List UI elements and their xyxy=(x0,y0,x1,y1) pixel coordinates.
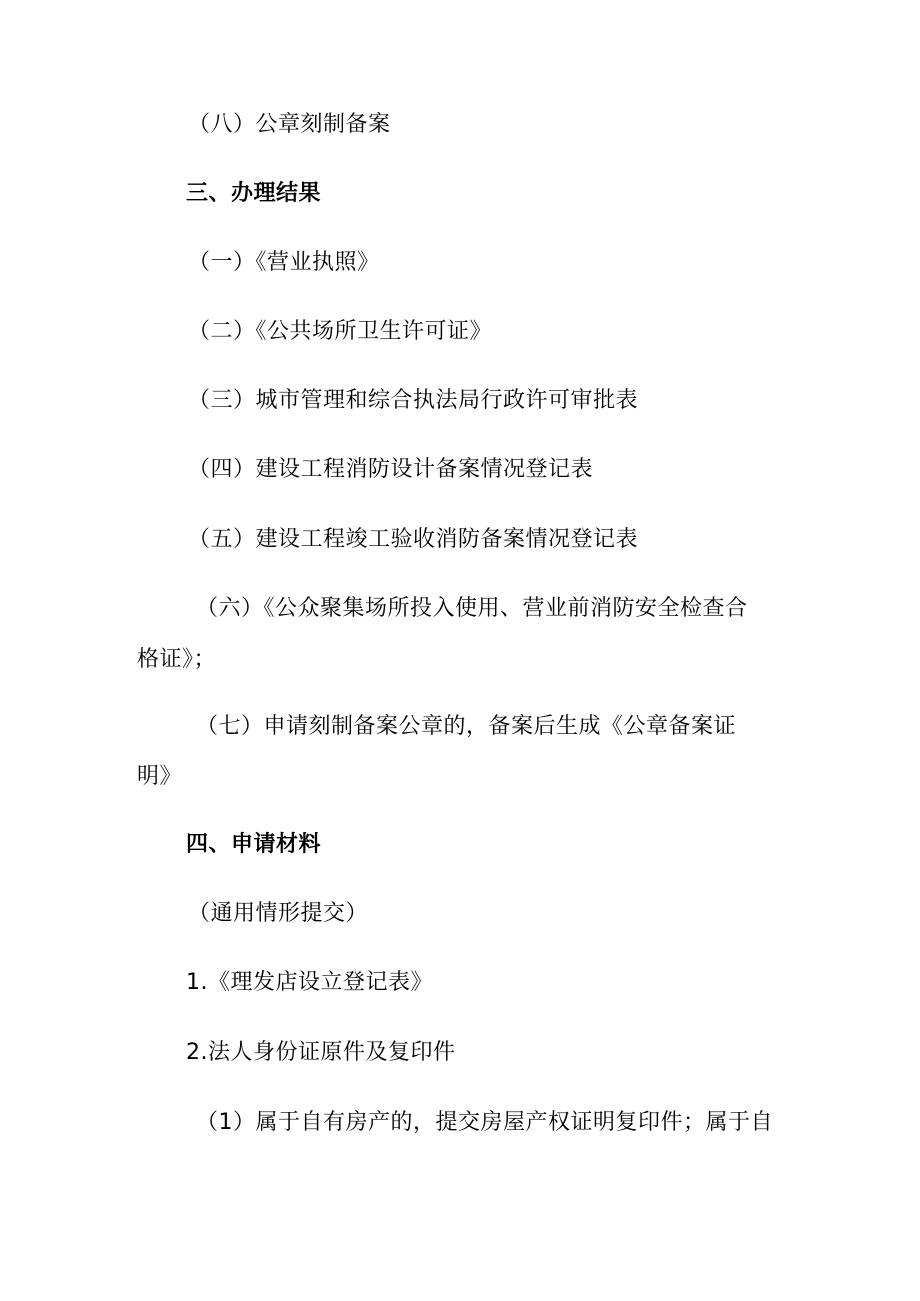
material-sub-item-1: （1）属于自有房产的，提交房屋产权证明复印件；属于自 xyxy=(196,1110,773,1135)
material-item-1: 1.《理发店设立登记表》 xyxy=(186,970,433,995)
material-item-2: 2.法人身份证原件及复印件 xyxy=(186,1040,456,1065)
result-item-7-line-1: （七）申请刻制备案公章的，备案后生成《公章备案证 xyxy=(196,714,737,739)
result-item-5: （五）建设工程竣工验收消防备案情况登记表 xyxy=(188,527,639,552)
general-submission-label: （通用情形提交） xyxy=(188,901,369,926)
result-item-7-line-2: 明》 xyxy=(137,764,183,789)
section-3-heading: 三、办理结果 xyxy=(186,181,322,206)
section-4-heading: 四、申请材料 xyxy=(186,832,322,857)
item-8-seal-filing: （八）公章刻制备案 xyxy=(188,112,391,137)
result-item-6-line-2: 格证》； xyxy=(137,647,217,672)
result-item-1: （一）《营业执照》 xyxy=(188,250,380,275)
result-item-6-line-1: （六）《公众聚集场所投入使用、营业前消防安全检查合 xyxy=(196,596,748,621)
result-item-4: （四）建设工程消防设计备案情况登记表 xyxy=(188,457,594,482)
result-item-3: （三）城市管理和综合执法局行政许可审批表 xyxy=(188,388,639,413)
result-item-2: （二）《公共场所卫生许可证》 xyxy=(188,319,493,344)
